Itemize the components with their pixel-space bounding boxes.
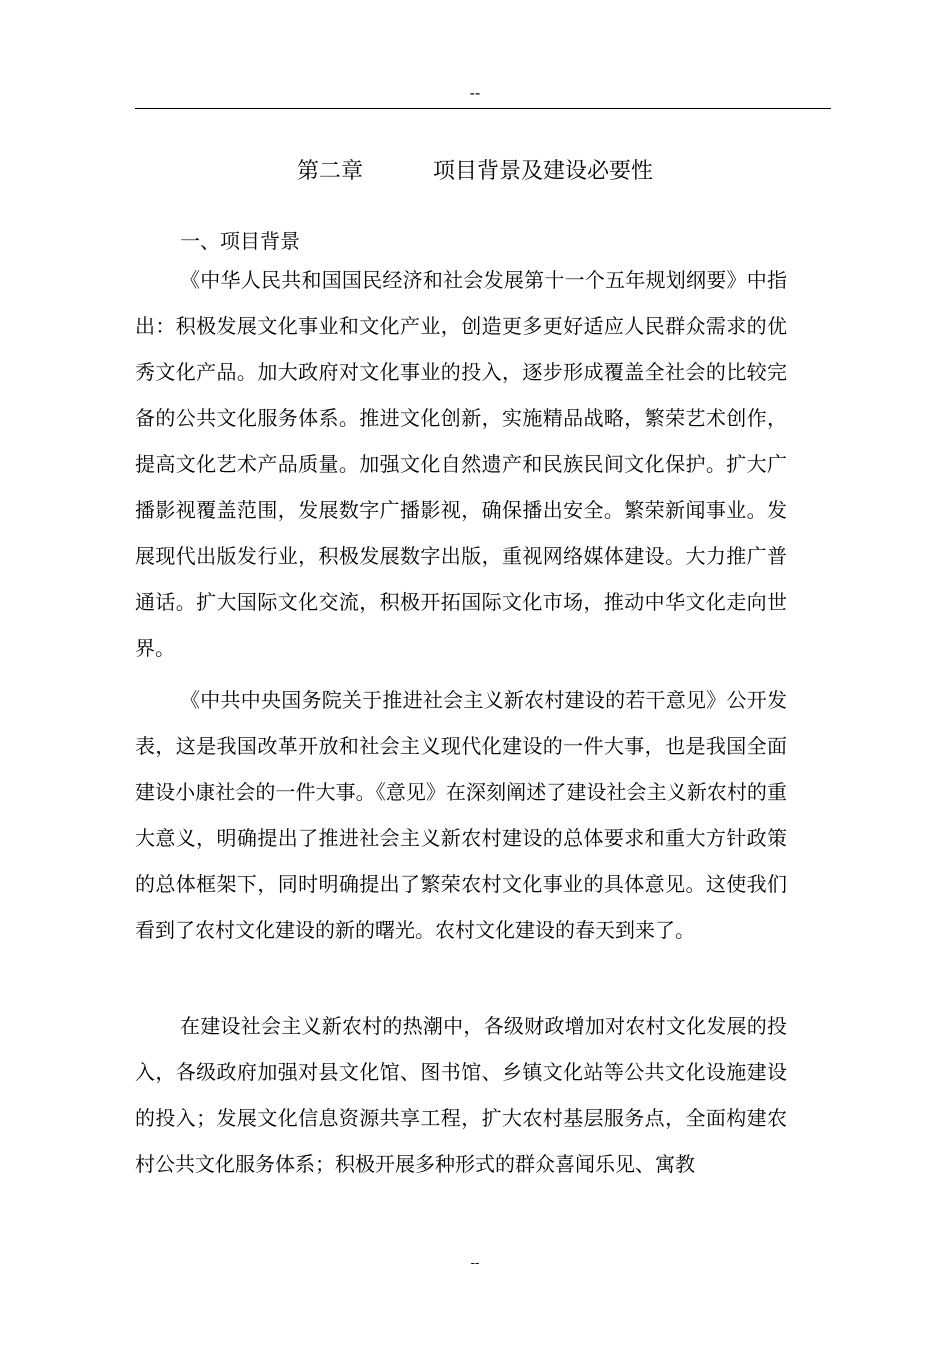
paragraph-central-opinion: 《中共中央国务院关于推进社会主义新农村建设的若干意见》公开发表，这是我国改革开放和社会主义现代化建设的一件大事，也是我国全面建设小康社会的一件大事。《意见》在深刻阐述了建设社会主义新农村的重大意义，明确提出了推进社会主义新农村建设的总体要求和重大方针政策的总体框架下，同时明确提出了繁荣农村文化事业的具体意见。这使我们看到了农村文化建设的新的曙光。农村文化建设的春天到来了。 [135,688,787,942]
chapter-name: 项目背景及建设必要性 [433,159,654,184]
page-footer-mark: -- [470,1255,480,1270]
chapter-title [0,155,950,189]
page-header-mark: -- [469,85,481,102]
paragraph-plan-outline: 《中华人民共和国国民经济和社会发展第十一个五年规划纲要》中指出：积极发展文化事业和文化产业，创造更多更好适应人民群众需求的优秀文化产品。加大政府对文化事业的投入，逐步形成覆盖全社会的比较完备的公共文化服务体系。推进文化创新，实施精品战略，繁荣艺术创作，提高文化艺术产品质量。加强文化自然遗产和民族民间文化保护。扩大广播影视覆盖范围，发展数字广播影视，确保播出安全。繁荣新闻事业。发展现代出版发行业，积极发展数字出版，重视网络媒体建设。大力推广普通话。扩大国际文化交流，积极开拓国际文化市场，推动中华文化走向世界。 [135,268,787,660]
chapter-number: 第二章 [296,159,363,184]
header-divider [135,108,831,109]
section-heading: 一、项目背景 [180,229,300,253]
paragraph-new-countryside: 在建设社会主义新农村的热潮中，各级财政增加对农村文化发展的投入，各级政府加强对县文化馆、图书馆、乡镇文化站等公共文化设施建设的投入；发展文化信息资源共享工程，扩大农村基层服务点，全面构建农村公共文化服务体系；积极开展多种形式的群众喜闻乐见、寓教 [135,1014,787,1176]
